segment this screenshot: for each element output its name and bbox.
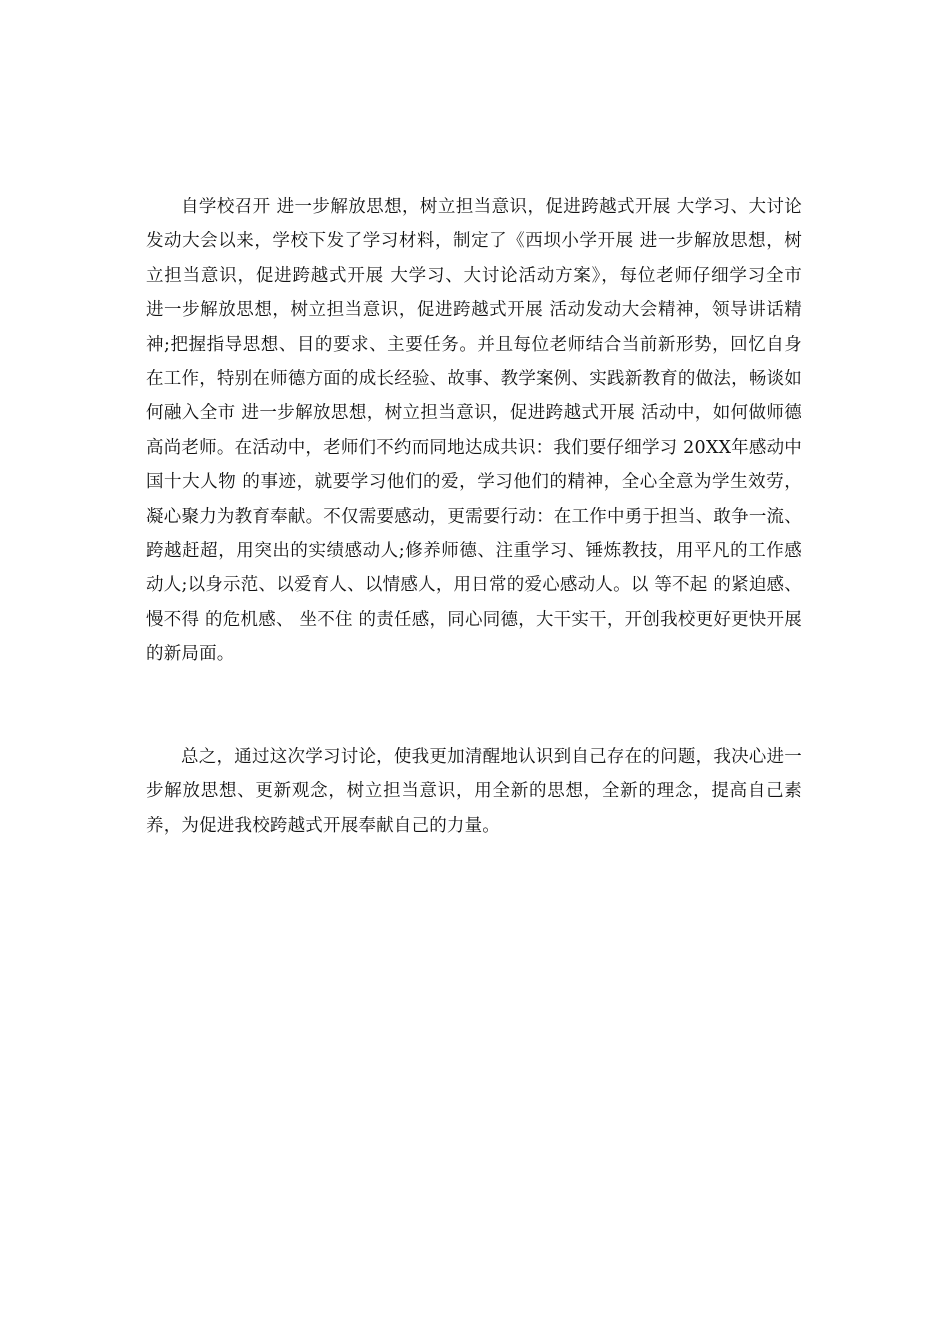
body-paragraph-2: 总之，通过这次学习讨论，使我更加清醒地认识到自己存在的问题，我决心进一步解放思想、更新观念，树立担当意识，用全新的思想，全新的理念，提高自己素养，为促进我校跨越式开展奉献自己的力量。 — [146, 746, 802, 836]
body-paragraph-1: 自学校召开 进一步解放思想，树立担当意识，促进跨越式开展 大学习、大讨论发动大会以来，学校下发了学习材料，制定了《西坝小学开展 进一步解放思想，树立担当意识，促进跨越式开展 大学习、大讨论活动方案》，每位老师仔细学习全市 进一步解放思想，树立担当意识，促进跨越式开展 活动发动大会精神，领导讲话精神;把握指导思想、目的要求、主要任务。并且每位老师结合当前新形势，回忆自身在工作，特别在师德方面的成长经验、故事、教学案例、实践新教育的做法，畅谈如何融入全市 进一步解放思想，树立担当意识，促进跨越式开展 活动中，如何做师德高尚老师。在活动中，老师们不约而同地达成共识：我们要仔细学习 20XX年感动中国十大人物 的事迹，就要学习他们的爱，学习他们的精神，全心全意为学生效劳，凝心聚力为教育奉献。不仅需要感动，更需要行动：在工作中勇于担当、敢争一流、跨越赶超，用突出的实绩感动人;修养师德、注重学习、锤炼教技，用平凡的工作感动人;以身示范、以爱育人、以情感人，用日常的爱心感动人。以 等不起 的紧迫感、 慢不得 的危机感、 坐不住 的责任感，同心同德，大干实干，开创我校更好更快开展的新局面。 — [146, 197, 802, 665]
document-body — [146, 190, 802, 843]
